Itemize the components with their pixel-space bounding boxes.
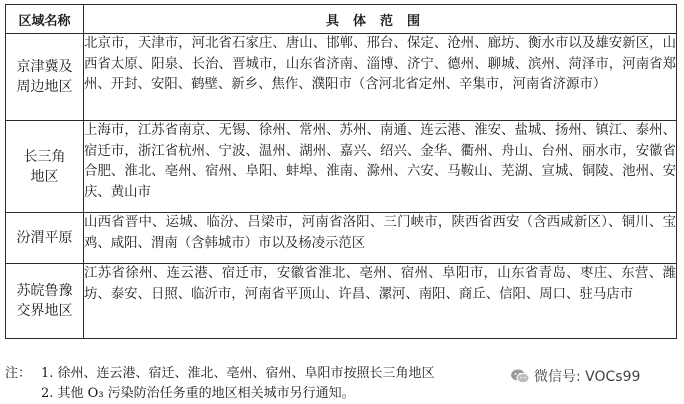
region-name-cell bbox=[6, 34, 84, 121]
region-name-cell bbox=[6, 264, 84, 339]
note-label: 注： bbox=[5, 366, 32, 381]
region-name-line: 周边地区 bbox=[16, 79, 73, 95]
region-name-line: 交界地区 bbox=[16, 303, 73, 319]
region-name-line: 长三角 bbox=[23, 148, 66, 165]
table-header-row bbox=[6, 5, 677, 34]
region-name-cell bbox=[6, 213, 84, 264]
region-name-line: 地区 bbox=[30, 168, 59, 185]
table-row bbox=[6, 213, 677, 264]
region-scope-cell: 江苏省徐州、连云港、宿迁市，安徽省淮北、亳州、宿州、阜阳市，山东省青岛、枣庄、东营、潍坊、泰安、日照、临沂市，河南省平顶山、许昌、漯河、南阳、商丘、信阳、周口、驻马店市 bbox=[84, 264, 677, 339]
note-line-2 bbox=[5, 384, 677, 404]
wechat-icon bbox=[510, 368, 530, 384]
region-scope-cell: 上海市，江苏省南京、无锡、徐州、常州、苏州、南通、连云港、淮安、盐城、扬州、镇江、泰州、宿迁市，浙江省杭州、宁波、温州、湖州、嘉兴、绍兴、金华、衢州、舟山、台州、丽水市，安徽省合肥、淮北、亳州、宿州、阜阳、蚌埠、淮南、滁州、六安、马鞍山、芜湖、宣城、铜陵、池州、安庆、黄山市 bbox=[84, 121, 677, 213]
watermark-text: 微信号: VOCs99 bbox=[534, 369, 641, 385]
header-scope: 具体范围 bbox=[84, 5, 677, 34]
regions-table bbox=[5, 4, 677, 339]
region-name-line: 京津冀及 bbox=[16, 59, 73, 75]
note-text-2: 2. 其他 O₃ 污染防治任务重的地区相关城市另行通知。 bbox=[41, 386, 355, 401]
header-region-name: 区域名称 bbox=[6, 5, 84, 34]
table-row bbox=[6, 34, 677, 121]
region-scope-cell: 北京市，天津市，河北省石家庄、唐山、邯郸、邢台、保定、沧州、廊坊、衡水市以及雄安新区，山西省太原、阳泉、长治、晋城市，山东省济南、淄博、济宁、德州、聊城、滨州、菏泽市，河南省郑州、开封、安阳、鹤壁、新乡、焦作、濮阳市（含河北省定州、辛集市，河南省济源市） bbox=[84, 34, 677, 121]
table-row bbox=[6, 264, 677, 339]
region-name-line: 汾渭平原 bbox=[16, 230, 73, 246]
wechat-watermark bbox=[508, 366, 644, 386]
region-name-cell bbox=[6, 121, 84, 213]
region-scope-cell: 山西省晋中、运城、临汾、吕梁市，河南省洛阳、三门峡市，陕西省西安（含西咸新区）、铜川、宝鸡、咸阳、渭南（含韩城市）市以及杨凌示范区 bbox=[84, 213, 677, 264]
region-name-line: 苏皖鲁豫 bbox=[16, 283, 73, 299]
note-text-1: 1. 徐州、连云港、宿迁、淮北、亳州、宿州、阜阳市按照长三角地区 bbox=[41, 366, 435, 381]
table-row bbox=[6, 121, 677, 213]
